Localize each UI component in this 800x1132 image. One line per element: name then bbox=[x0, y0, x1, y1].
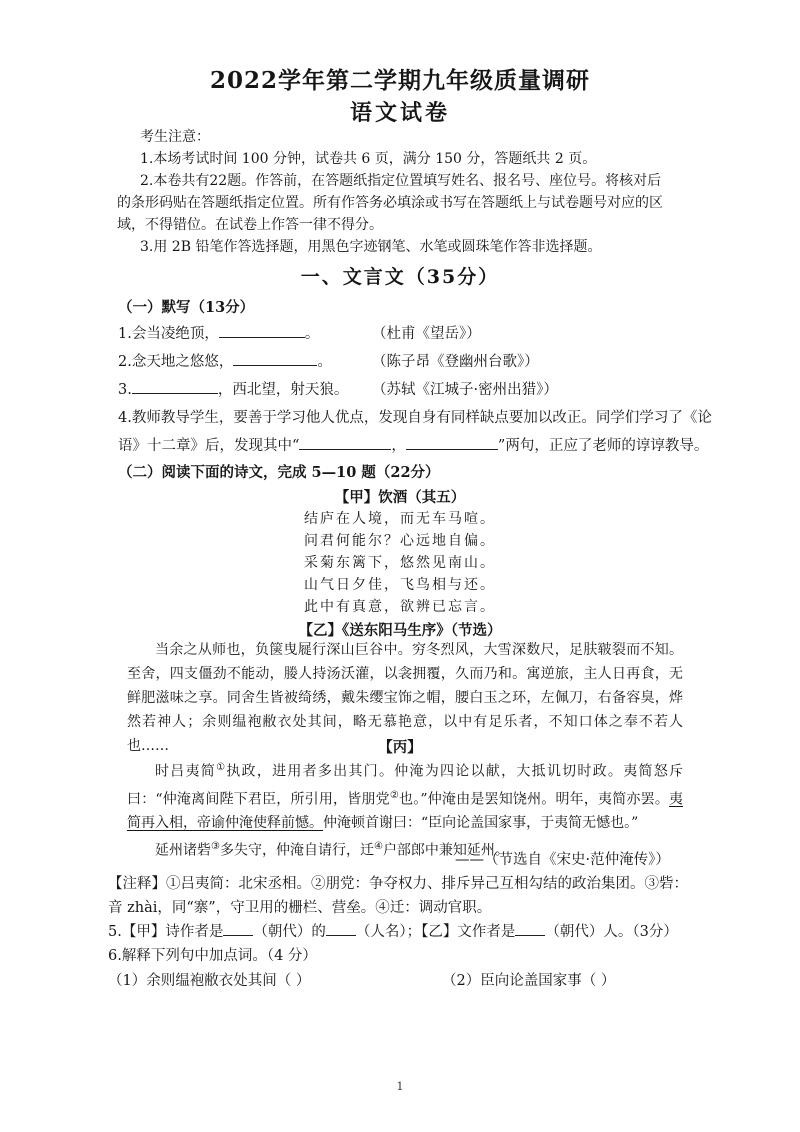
question-4-line2: 语》十二章》后，发现其中“ ， ”两句，正应了老师的谆谆教导。 bbox=[118, 434, 708, 455]
notice-item-2-cont: 的条形码贴在答题纸指定位置。所有作答务必填涂或书写在答题纸上与试卷题号对应的区 bbox=[117, 195, 663, 211]
exam-subtitle: 语文试卷 bbox=[349, 100, 450, 126]
poem-line: 此中有真意，欲辨已忘言。 bbox=[304, 599, 496, 615]
question-6-sub2: （2）臣向论盖国家事（ ） bbox=[442, 973, 616, 989]
exam-title: 2022学年第二学期九年级质量调研 bbox=[209, 67, 590, 94]
question-3: 3. ，西北望，射天狼。 bbox=[118, 378, 348, 399]
notice-item-1: 1.本场考试时间 100 分钟，试卷共 6 页，满分 150 分，答题纸共 2 页。 bbox=[140, 151, 597, 167]
notice-item-3: 3.用 2B 铅笔作答选择题，用黑色字迹钢笔、水笔或圆珠笔作答非选择题。 bbox=[140, 239, 602, 255]
question-5: 5.【甲】诗作者是 （朝代）的 （人名）；【乙】文作者是 （朝代）人。（3分） bbox=[108, 920, 678, 941]
answer-blank[interactable] bbox=[219, 323, 305, 338]
question-6: 6.解释下列句中加点词。（4 分） bbox=[108, 948, 317, 964]
section-title: 一、文言文（35分） bbox=[300, 266, 500, 288]
notice-heading: 考生注意： bbox=[140, 129, 210, 145]
question-1: 1.会当凌绝顶， 。 bbox=[118, 322, 319, 343]
poem-line: 采菊东篱下，悠然见南山。 bbox=[304, 555, 496, 571]
prose-yi-text: 当余之从师也，负箧曳屣行深山巨谷中。穷冬烈风，大雪深数尺，足肤皲裂而不知。至舍，四支僵劲不能动，媵人持汤沃灌，以衾拥覆，久而乃和。寓逆旅，主人日再食，无鲜肥滋味之享。同舍生皆被绮绣，戴朱缨宝饰之帽，腰白玉之环，左佩刀，右备容臭，烨然若神人；余则缊袍敝衣处其间，略无慕艳意，以中有足乐者，不知口体之奉不若人也…… bbox=[127, 642, 683, 754]
footnote-marker: ③ bbox=[211, 841, 220, 853]
annotation-line2: 音 zhài，同“寨”，守卫用的栅栏、营垒。④迁：调动官职。 bbox=[108, 900, 492, 916]
answer-blank[interactable] bbox=[223, 921, 253, 936]
footnote-marker: ④ bbox=[373, 841, 383, 853]
poem-line: 问君何能尔？心远地自偏。 bbox=[304, 533, 496, 549]
question-2: 2.念天地之悠悠， 。 bbox=[118, 350, 332, 371]
answer-blank[interactable] bbox=[299, 435, 391, 450]
prose-yi-title: 【乙】《送东阳马生序》（节选） bbox=[298, 622, 502, 639]
annotation-line1: 【注释】①吕夷简：北宋丞相。②朋党：争夺权力、排斥异己互相勾结的政治集团。③砦： bbox=[108, 876, 688, 892]
notice-item-2-end: 域，不得错位。在试卷上作答一律不得分。 bbox=[117, 217, 383, 233]
prose-bing-source: ——（节选自《宋史·范仲淹传》） bbox=[455, 852, 670, 868]
prose-bing-para-2: 延州诸砦③多失守，仲淹自请行，迁④户部郎中兼知延州。 bbox=[155, 841, 509, 859]
poem-line: 山气日夕佳，飞鸟相与还。 bbox=[304, 577, 496, 593]
question-1-source: （杜甫《望岳》） bbox=[372, 326, 481, 342]
question-2-source: （陈子昂《登幽州台歌》） bbox=[372, 354, 539, 370]
prose-bing-para-1: 时吕夷简①执政，进用者多出其门。仲淹为四论以献，大抵讥切时政。夷简怒斥曰：“仲淹离间陛下君臣，所引用，皆朋党②也。”仲淹由是罢知饶州。明年，夷简亦罢。夷简再入相，帝谕仲淹使释前憾。仲淹顿首谢曰：“臣向论盖国家事，于夷简无憾也。” bbox=[127, 762, 684, 832]
question-6-sub1: （1）余则缊袍敝衣处其间（ ） bbox=[108, 973, 311, 989]
answer-blank[interactable] bbox=[515, 921, 545, 936]
answer-blank[interactable] bbox=[406, 435, 498, 450]
answer-blank[interactable] bbox=[132, 379, 218, 394]
poem-line: 结庐在人境，而无车马喧。 bbox=[304, 511, 496, 527]
page-number: 1 bbox=[396, 1080, 404, 1093]
prose-bing-text bbox=[127, 756, 683, 863]
prose-bing-title: 【丙】 bbox=[378, 739, 422, 756]
footnote-marker: ② bbox=[389, 789, 399, 801]
part2-heading: （二）阅读下面的诗文，完成 5—10 题（22分） bbox=[118, 464, 440, 481]
notice-item-2: 2.本卷共有22题。作答前，在答题纸指定位置填写姓名、报名号、座位号。将核对后 bbox=[140, 173, 662, 189]
footnote-marker: ① bbox=[216, 762, 227, 773]
question-3-source: （苏轼《江城子·密州出猎》） bbox=[372, 382, 558, 398]
question-4-line1: 4.教师教导学生，要善于学习他人优点，发现自身有同样缺点要加以改正。同学们学习了《论 bbox=[118, 410, 712, 426]
poem-jia-title: 【甲】饮酒（其五） bbox=[334, 489, 466, 506]
answer-blank[interactable] bbox=[233, 351, 317, 366]
answer-blank[interactable] bbox=[326, 921, 356, 936]
part1-heading: （一）默写（13分） bbox=[118, 299, 255, 316]
underlined-sentence: 夷简再入相，帝谕仲淹使释前憾。 bbox=[127, 791, 684, 832]
